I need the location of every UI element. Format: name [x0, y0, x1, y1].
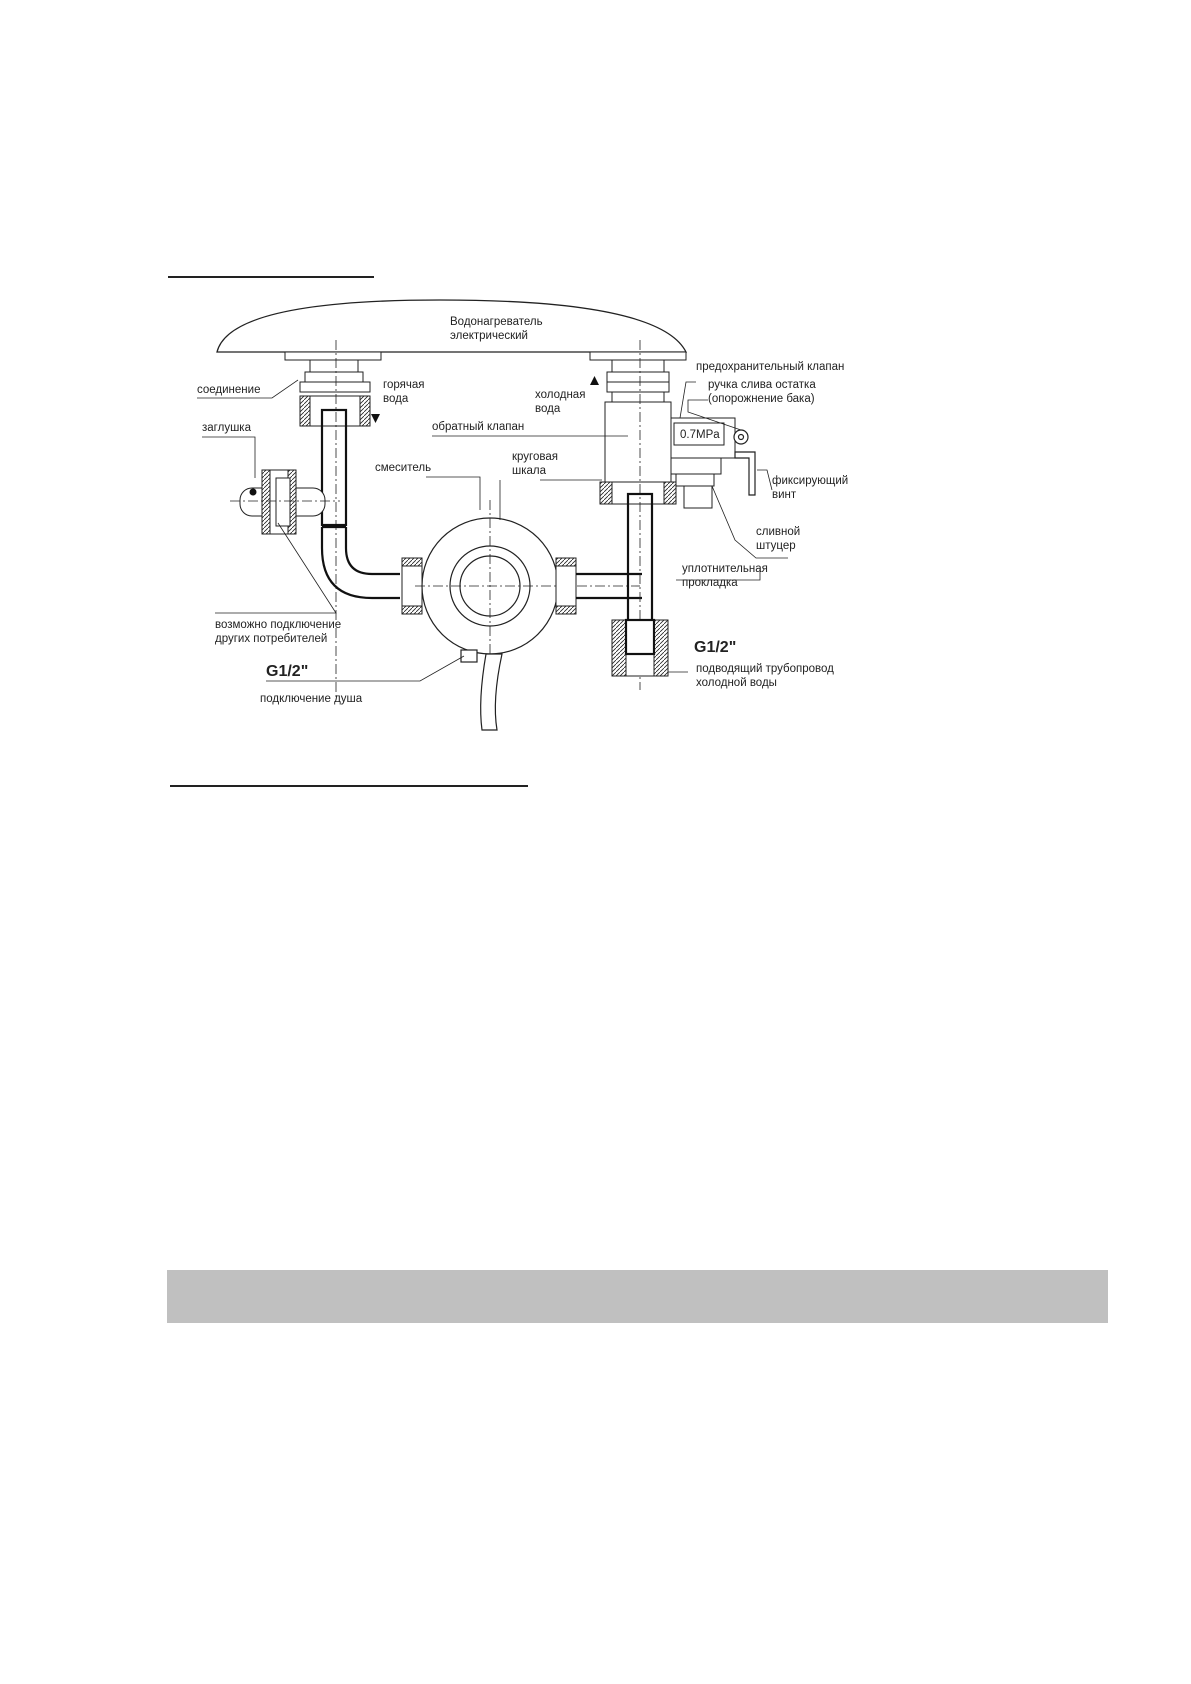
label-shower: подключение душа: [260, 693, 363, 705]
label-cold-water-1: холодная: [535, 389, 586, 401]
heater-label-1: Водонагреватель: [450, 316, 543, 328]
label-thread-right: G1/2": [694, 639, 737, 656]
drain-handle: [734, 430, 755, 495]
pressure-label-box: [674, 423, 724, 445]
label-safety-valve: предохранительный клапан: [696, 361, 845, 373]
hot-flow-arrow: [371, 414, 380, 423]
water-heater-connection-diagram: [0, 0, 1191, 760]
plug-marker-dot: [250, 489, 257, 496]
right-mixer-nut: [556, 558, 576, 614]
label-drain-handle-2: (опорожнение бака): [708, 393, 815, 405]
hot-outlet-connection: [285, 352, 381, 426]
label-check-valve: обратный клапан: [432, 421, 525, 433]
section-header-bar: [167, 1270, 1108, 1323]
hot-water-pipe: [322, 410, 346, 525]
label-gasket-1: уплотнительная: [682, 563, 768, 575]
label-dial-2: шкала: [512, 465, 547, 477]
cold-supply-fitting: [612, 620, 668, 676]
heater-label-2: электрический: [450, 330, 528, 342]
label-cold-supply-2: холодной воды: [696, 677, 777, 689]
cold-flow-arrow: [590, 376, 599, 385]
section-rule-bottom: [170, 785, 528, 787]
label-plug: заглушка: [202, 422, 251, 434]
pressure-value: 0.7MPa: [680, 429, 720, 441]
label-thread-left: G1/2": [266, 663, 309, 680]
shower-spout: [461, 650, 502, 730]
label-gasket-2: прокладка: [682, 577, 738, 589]
label-cold-supply-1: подводящий трубопровод: [696, 663, 834, 675]
label-cold-water-2: вода: [535, 403, 561, 415]
label-fixing-screw-1: фиксирующий: [772, 475, 849, 487]
label-fixing-screw-2: винт: [772, 489, 797, 501]
label-drain-handle-1: ручка слива остатка: [708, 379, 816, 391]
hot-elbow-pipe: [322, 527, 400, 598]
label-other-consumers-1: возможно подключение: [215, 619, 342, 631]
label-hot-water-1: горячая: [383, 379, 425, 391]
label-drain-fitting-1: сливной: [756, 526, 801, 538]
label-other-consumers-2: других потребителей: [215, 633, 328, 645]
label-hot-water-2: вода: [383, 393, 409, 405]
label-dial-1: круговая: [512, 451, 558, 463]
plug-fitting: [240, 470, 325, 534]
label-drain-fitting-2: штуцер: [756, 540, 796, 552]
label-connection: соединение: [197, 384, 261, 396]
label-mixer: смеситель: [375, 462, 432, 474]
